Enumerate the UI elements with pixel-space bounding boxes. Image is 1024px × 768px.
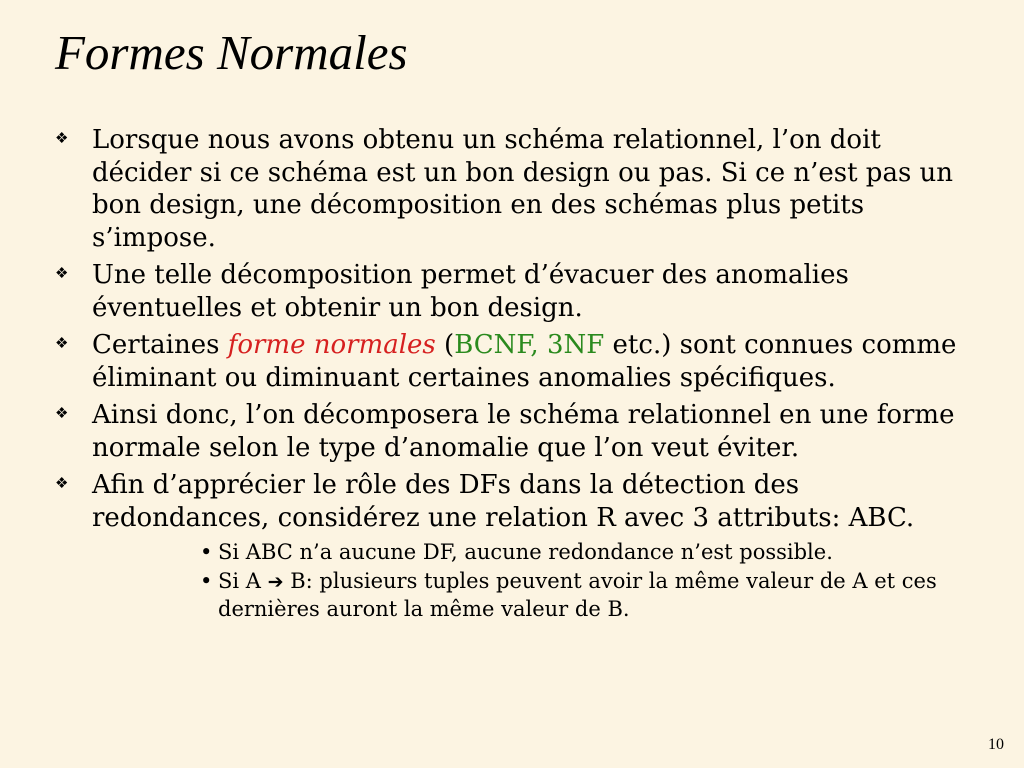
bullet-item xyxy=(55,329,975,394)
sub-bullet-text: Si ABC n’a aucune DF, aucune redondance n’est possible. xyxy=(218,540,833,564)
bullet-text: Certaines xyxy=(92,330,228,360)
sub-bullet-list xyxy=(200,539,998,623)
diamond-bullet-icon: ❖ xyxy=(55,334,69,352)
bullet-item xyxy=(55,124,975,254)
bullet-item xyxy=(55,469,975,623)
right-arrow-icon: ➔ xyxy=(267,571,284,593)
normal-forms-highlight: forme normales xyxy=(227,330,436,360)
forms-list-highlight: BCNF, 3NF xyxy=(454,330,605,360)
dot-bullet-icon: • xyxy=(200,569,213,593)
diamond-bullet-icon: ❖ xyxy=(55,404,69,422)
sub-bullet-text: Si A xyxy=(218,569,268,593)
sub-bullet-item xyxy=(200,568,998,623)
bullet-text: etc.) sont connues comme éliminant ou diminuant certaines anomalies spécifiques. xyxy=(92,330,957,393)
diamond-bullet-icon: ❖ xyxy=(55,129,69,147)
sub-bullet-text: B: plusieurs tuples peuvent avoir la même valeur de A et ces dernières auront la même valeur de B. xyxy=(218,569,937,621)
bullet-item xyxy=(55,259,975,324)
bullet-text: Afin d’apprécier le rôle des DFs dans la détection des redondances, considérez une relation R avec 3 attributs: ABC. xyxy=(92,470,915,533)
sub-bullet-item xyxy=(200,539,998,566)
slide-title: Formes Normales xyxy=(55,25,408,80)
diamond-bullet-icon: ❖ xyxy=(55,264,69,282)
page-number: 10 xyxy=(988,736,1004,753)
bullet-list xyxy=(55,124,975,628)
bullet-text: Lorsque nous avons obtenu un schéma relationnel, l’on doit décider si ce schéma est un bon design ou pas. Si ce n’est pas un bon design, une décomposition en des schémas plus petits s’impose. xyxy=(92,125,954,253)
bullet-item xyxy=(55,399,975,464)
bullet-text: ( xyxy=(435,330,455,360)
bullet-text: Une telle décomposition permet d’évacuer des anomalies éventuelles et obtenir un bon design. xyxy=(92,260,849,323)
dot-bullet-icon: • xyxy=(200,540,213,564)
bullet-text: Ainsi donc, l’on décomposera le schéma relationnel en une forme normale selon le type d’anomalie que l’on veut éviter. xyxy=(92,400,955,463)
diamond-bullet-icon: ❖ xyxy=(55,474,69,492)
